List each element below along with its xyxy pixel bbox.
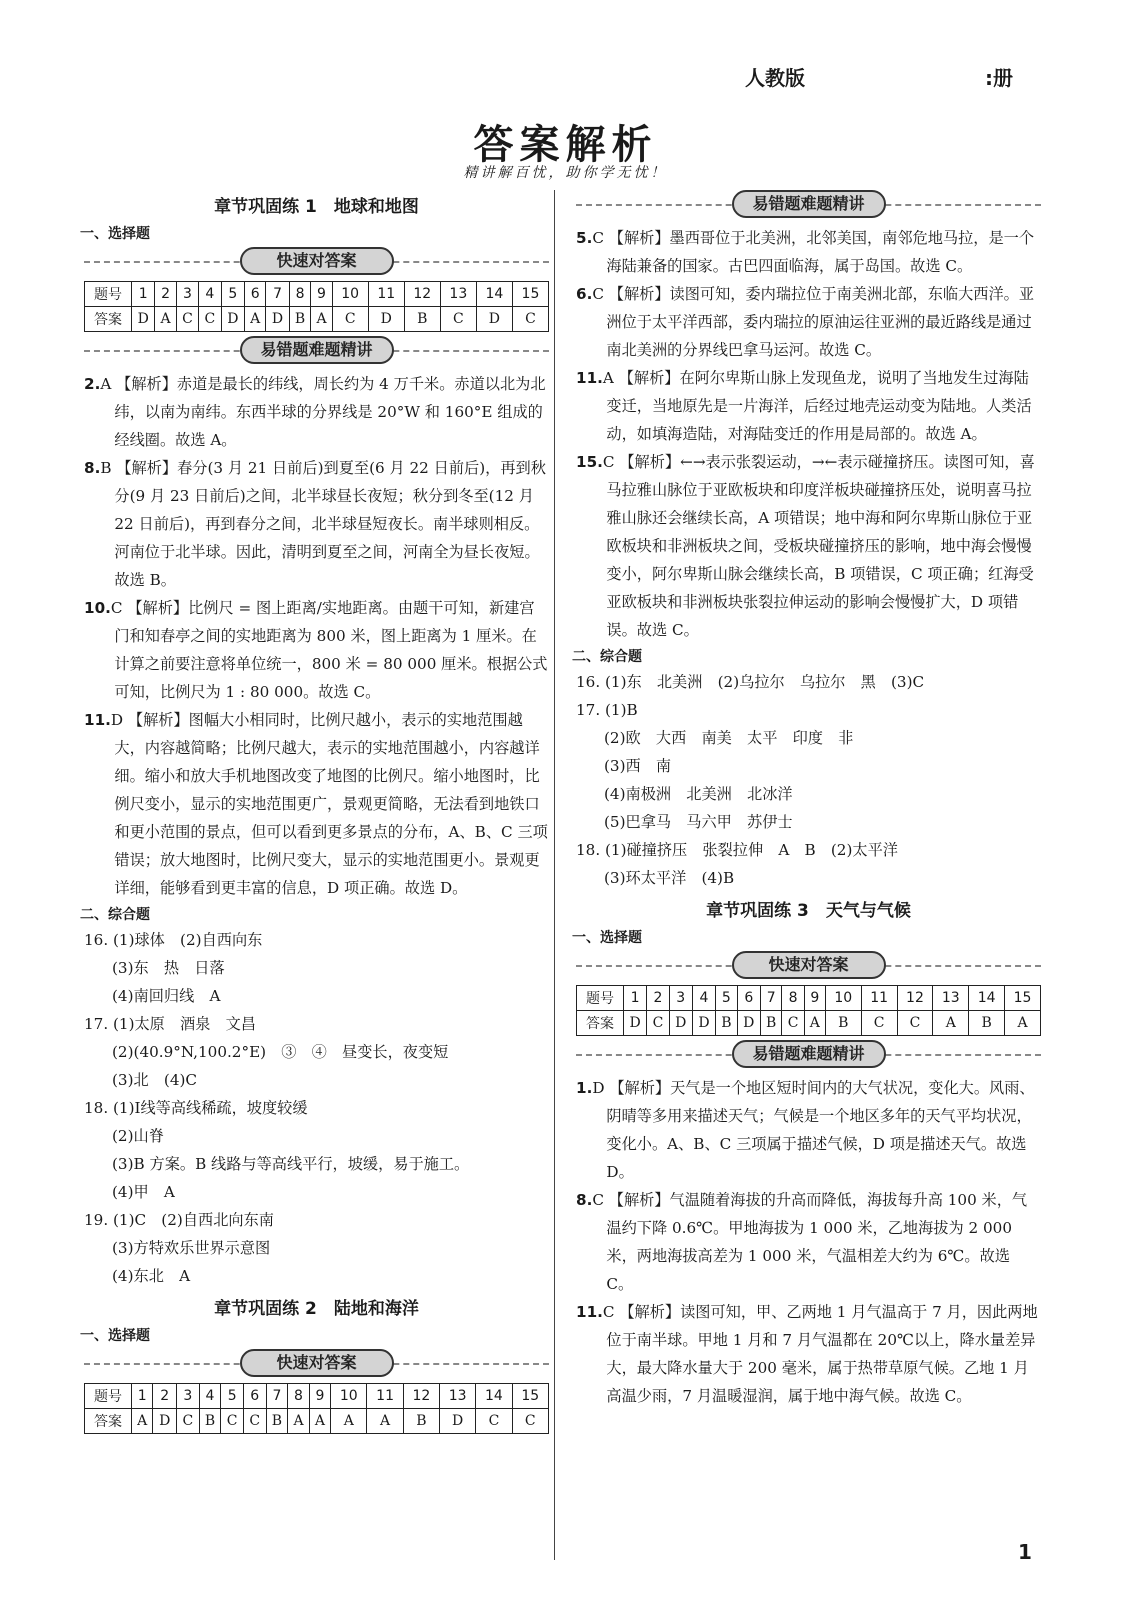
question-number-cell: 1 — [132, 282, 155, 307]
column-divider — [554, 190, 555, 1560]
answer-line: 18. (1)碰撞挤压 张裂拉伸 A B (2)太平洋 — [576, 841, 898, 859]
answer-line: (3)东 热 日落 — [112, 959, 225, 977]
answer-cell: B — [403, 1409, 439, 1434]
banner-label: 易错题难题精讲 — [240, 336, 394, 364]
answer-line: 17. (1)太原 酒泉 文昌 — [84, 1015, 256, 1033]
answer-line: (4)南极洲 北美洲 北冰洋 — [604, 785, 793, 803]
explanations — [576, 224, 1041, 644]
answer-cell: A — [309, 1409, 330, 1434]
answer-cell: A — [331, 1409, 367, 1434]
answer-line: (4)南回归线 A — [112, 987, 221, 1005]
answer-line: 17. (1)B — [576, 701, 638, 719]
answer-row — [85, 1409, 549, 1434]
banner-label: 快速对答案 — [732, 951, 886, 979]
question-number-cell: 7 — [266, 1384, 288, 1409]
page-number: 1 — [1018, 1540, 1032, 1564]
answer-cell: C — [332, 307, 368, 332]
slogan: 精讲解百忧，助你学无忧！ — [463, 165, 668, 181]
answer-line: 16. (1)东 北美洲 (2)乌拉尔 乌拉尔 黑 (3)C — [576, 673, 925, 691]
answer-cell: A — [933, 1011, 969, 1036]
question-number-cell: 9 — [311, 282, 332, 307]
question-number-cell: 3 — [176, 282, 198, 307]
row-header: 题号 — [85, 1384, 132, 1409]
explanation-text: D 【解析】天气是一个地区短时间内的大气状况，变化大。风雨、阴晴等多用来描述天气；气候是一个地区多年的天气平均状况，变化小。A、B、C 三项属于描述气候，D 项是描述天气。故选 D。 — [592, 1079, 1035, 1181]
question-number-cell: 13 — [440, 1384, 476, 1409]
answer-cell: D — [737, 1011, 760, 1036]
question-number-cell: 5 — [716, 986, 738, 1011]
answer-cell: C — [861, 1011, 897, 1036]
subsection-title: 一、选择题 — [80, 226, 150, 242]
question-number-row — [85, 1384, 549, 1409]
answer-row — [577, 1011, 1041, 1036]
answer-line: (3)环太平洋 (4)B — [604, 869, 735, 887]
banner-label: 快速对答案 — [240, 247, 394, 275]
quick-answers-banner — [84, 1349, 549, 1379]
question-number: 11. — [576, 369, 603, 387]
question-number-cell: 9 — [309, 1384, 330, 1409]
question-number-cell: 3 — [177, 1384, 200, 1409]
explanation-item — [84, 370, 549, 454]
answer-line: (2)欧 大西 南美 太平 印度 非 — [604, 729, 854, 747]
explanation-item — [576, 280, 1041, 364]
answer-line: (3)西 南 — [604, 757, 672, 775]
subsection-title: 二、综合题 — [572, 649, 642, 665]
answer-cell: C — [512, 307, 548, 332]
answer-cell: C — [782, 1011, 804, 1036]
question-number-cell: 6 — [737, 986, 760, 1011]
answer-cell: C — [176, 307, 198, 332]
explanation-item — [576, 448, 1041, 644]
answer-cell: A — [155, 307, 176, 332]
question-number-cell: 6 — [243, 1384, 266, 1409]
answer-cell: B — [266, 1409, 288, 1434]
answer-cell: D — [692, 1011, 715, 1036]
question-number: 15. — [576, 453, 603, 471]
question-number-cell: 4 — [199, 282, 221, 307]
section-title: 章节巩固练 1 地球和地图 — [214, 197, 419, 217]
explanation-item — [576, 224, 1041, 280]
question-number-cell: 5 — [221, 1384, 244, 1409]
right-column — [572, 190, 1041, 1410]
row-header: 题号 — [577, 986, 624, 1011]
question-number-row — [85, 282, 549, 307]
question-number-cell: 11 — [861, 986, 897, 1011]
answer-cell: A — [245, 307, 266, 332]
answer-cell: B — [825, 1011, 861, 1036]
question-number: 1. — [576, 1079, 593, 1097]
answer-cell: D — [153, 1409, 177, 1434]
answer-cell: C — [897, 1011, 933, 1036]
question-number-cell: 12 — [897, 986, 933, 1011]
question-number-cell: 15 — [512, 1384, 548, 1409]
answer-table — [576, 985, 1041, 1036]
question-number-cell: 11 — [367, 1384, 403, 1409]
question-number-cell: 12 — [403, 1384, 439, 1409]
answer-cell: A — [804, 1011, 825, 1036]
question-number-cell: 8 — [782, 986, 804, 1011]
answer-line: (3)方特欢乐世界示意图 — [112, 1239, 271, 1257]
question-number-row — [577, 986, 1041, 1011]
explanation-text: C 【解析】读图可知，甲、乙两地 1 月气温高于 7 月，因此两地位于南半球。甲地 1 月和 7 月气温都在 20℃以上，降水量差异大，最大降水量大于 200 毫米，属于热带草原气候。乙地 1 月高温少雨，7 月温暖湿润，属于地中海气候。故选 C。 — [602, 1303, 1038, 1405]
answer-cell: C — [647, 1011, 669, 1036]
question-number-cell: 8 — [289, 282, 311, 307]
answer-cell: B — [404, 307, 440, 332]
section-title: 章节巩固练 3 天气与气候 — [706, 901, 911, 921]
banner-label: 快速对答案 — [240, 1349, 394, 1377]
answer-cell: D — [132, 307, 155, 332]
explanation-text: C 【解析】读图可知，委内瑞拉位于南美洲北部，东临大西洋。亚洲位于太平洋西部，委内瑞拉的原油运往亚洲的最近路线是通过南北美洲的分界线巴拿马运河。故选 C。 — [592, 285, 1035, 359]
question-number-cell: 8 — [288, 1384, 309, 1409]
explanation-text: C 【解析】比例尺 = 图上距离/实地距离。由题干可知，新建宫门和知春亭之间的实地距离为 800 米，图上距离为 1 厘米。在计算之前要注意将单位统一，800 米 = 80 000 厘米。根据公式可知，比例尺为 1 : 80 000。故选 C。 — [110, 599, 548, 701]
question-number-cell: 15 — [1005, 986, 1041, 1011]
answer-line: (3)北 (4)C — [112, 1071, 198, 1089]
question-number-cell: 6 — [245, 282, 266, 307]
question-number-cell: 4 — [199, 1384, 221, 1409]
explanation-item — [576, 1074, 1041, 1186]
row-header: 答案 — [85, 307, 132, 332]
explanation-text: A 【解析】赤道是最长的纬线，周长约为 4 万千米。赤道以北为北纬，以南为南纬。东西半球的分界线是 20°W 和 160°E 组成的经线圈。故选 A。 — [100, 375, 546, 449]
answer-cell: C — [177, 1409, 200, 1434]
subsection-title: 一、选择题 — [80, 1328, 150, 1344]
question-number: 5. — [576, 229, 593, 247]
subsection-title: 一、选择题 — [572, 930, 642, 946]
question-number-cell: 10 — [332, 282, 368, 307]
question-number: 11. — [84, 711, 111, 729]
row-header: 答案 — [577, 1011, 624, 1036]
question-number: 8. — [84, 459, 101, 477]
quick-answers-banner — [84, 247, 549, 277]
question-number: 2. — [84, 375, 101, 393]
question-number-cell: 13 — [440, 282, 476, 307]
question-number-cell: 9 — [804, 986, 825, 1011]
answer-cell: B — [199, 1409, 221, 1434]
answer-cell: B — [760, 1011, 782, 1036]
question-number-cell: 15 — [512, 282, 548, 307]
explanation-text: D 【解析】图幅大小相同时，比例尺越小，表示的实地范围越大，内容越简略；比例尺越大，表示的实地范围越小，内容越详细。缩小和放大手机地图改变了地图的比例尺。缩小地图时，比例尺变小，显示的实地范围更广，景观更简略，无法看到地铁口和更小范围的景点，但可以看到更多景点的分布，A、B、C 三项错误；放大地图时，比例尺变大，显示的实地范围更小。景观更详细，能够看到更丰富的信息，D 项正确。故选 D。 — [110, 711, 548, 897]
answer-cell: C — [476, 1409, 512, 1434]
question-number-cell: 14 — [476, 1384, 512, 1409]
question-number-cell: 10 — [825, 986, 861, 1011]
explanation-text: C 【解析】←→表示张裂运动，→←表示碰撞挤压。读图可知，喜马拉雅山脉位于亚欧板块和印度洋板块碰撞挤压处，说明喜马拉雅山脉还会继续长高，A 项错误；地中海和阿尔卑斯山脉位于亚欧板块和非洲板块之间，受板块碰撞挤压的影响，地中海会慢慢变小，阿尔卑斯山脉会继续长高，B 项错误，C 项正确；红海受亚欧板块和非洲板块张裂拉伸运动的影响会慢慢扩大，D 项错误。故选 C。 — [602, 453, 1035, 639]
answer-cell: B — [969, 1011, 1005, 1036]
answer-cell: D — [221, 307, 244, 332]
question-number-cell: 12 — [404, 282, 440, 307]
explanations — [84, 370, 549, 902]
row-header: 答案 — [85, 1409, 132, 1434]
question-number: 10. — [84, 599, 111, 617]
explanation-item — [84, 706, 549, 902]
answer-cell: C — [440, 307, 476, 332]
question-number-cell: 10 — [331, 1384, 367, 1409]
question-number-cell: 14 — [969, 986, 1005, 1011]
question-number-cell: 2 — [155, 282, 176, 307]
subsection-title: 二、综合题 — [80, 907, 150, 923]
question-number: 6. — [576, 285, 593, 303]
question-number-cell: 13 — [933, 986, 969, 1011]
answer-line: 18. (1)Ⅰ线等高线稀疏，坡度较缓 — [84, 1099, 308, 1117]
answer-cell: D — [476, 307, 512, 332]
question-number: 8. — [576, 1191, 593, 1209]
answer-line: (4)东北 A — [112, 1267, 191, 1285]
comprehensive-answers — [84, 926, 549, 1290]
answer-cell: D — [669, 1011, 692, 1036]
quick-answers-banner — [576, 951, 1041, 981]
question-number-cell: 11 — [368, 282, 404, 307]
explanation-item — [576, 1186, 1041, 1298]
question-number-cell: 2 — [153, 1384, 177, 1409]
explanation-item — [576, 1298, 1041, 1410]
answer-line: 19. (1)C (2)自西北向东南 — [84, 1211, 274, 1229]
answer-line: (4)甲 A — [112, 1183, 175, 1201]
explanation-text: C 【解析】气温随着海拔的升高而降低，海拔每升高 100 米，气温约下降 0.6℃。甲地海拔为 1 000 米，乙地海拔为 2 000 米，两地海拔高差为 1 000 米，气温相差大约为 6℃。故选 C。 — [592, 1191, 1028, 1293]
answer-line: (3)B 方案。B 线路与等高线平行，坡缓，易于施工。 — [112, 1155, 470, 1173]
question-number-cell: 3 — [669, 986, 692, 1011]
answer-cell: D — [440, 1409, 476, 1434]
hard-questions-banner — [576, 1040, 1041, 1070]
answer-cell: C — [199, 307, 221, 332]
answer-cell: A — [1005, 1011, 1041, 1036]
answer-cell: D — [624, 1011, 647, 1036]
answer-line: (5)巴拿马 马六甲 苏伊士 — [604, 813, 793, 831]
explanation-text: B 【解析】春分(3 月 21 日前后)到夏至(6 月 22 日前后)，再到秋分(9 月 23 日前后)之间，北半球昼长夜短；秋分到冬至(12 月 22 日前后)，再到春分之间，北半球昼短夜长。南半球则相反。河南位于北半球。因此，清明到夏至之间，河南全为昼长夜短。故选 B。 — [100, 459, 546, 589]
question-number-cell: 7 — [266, 282, 289, 307]
question-number-cell: 5 — [221, 282, 244, 307]
hard-questions-banner — [84, 336, 549, 366]
answer-cell: C — [243, 1409, 266, 1434]
explanation-text: C 【解析】墨西哥位于北美洲，北邻美国，南邻危地马拉，是一个海陆兼备的国家。古巴四面临海，属于岛国。故选 C。 — [592, 229, 1035, 275]
answer-cell: A — [367, 1409, 403, 1434]
answer-table — [84, 281, 549, 332]
answer-line: (2)(40.9°N,100.2°E) ③ ④ 昼变长，夜变短 — [112, 1043, 449, 1061]
explanation-text: A 【解析】在阿尔卑斯山脉上发现鱼龙，说明了当地发生过海陆变迁，当地原先是一片海洋，后经过地壳运动变为陆地。人类活动，如填海造陆，对海陆变迁的作用是局部的。故选 A。 — [602, 369, 1032, 443]
explanation-item — [576, 364, 1041, 448]
banner-label: 易错题难题精讲 — [732, 1040, 886, 1068]
edition-label: 人教版 — [745, 66, 805, 90]
answer-cell: A — [288, 1409, 309, 1434]
answer-line: (2)山脊 — [112, 1127, 164, 1145]
question-number-cell: 14 — [476, 282, 512, 307]
question-number-cell: 1 — [624, 986, 647, 1011]
question-number-cell: 4 — [692, 986, 715, 1011]
question-number-cell: 7 — [760, 986, 782, 1011]
answer-cell: D — [368, 307, 404, 332]
question-number: 11. — [576, 1303, 603, 1321]
answer-table — [84, 1383, 549, 1434]
section-title: 章节巩固练 2 陆地和海洋 — [214, 1299, 419, 1319]
answer-cell: B — [716, 1011, 738, 1036]
answer-line: 16. (1)球体 (2)自西向东 — [84, 931, 263, 949]
explanation-item — [84, 594, 549, 706]
row-header: 题号 — [85, 282, 132, 307]
banner-label: 易错题难题精讲 — [732, 190, 886, 218]
volume-label: :册 — [985, 66, 1013, 90]
answer-cell: A — [311, 307, 332, 332]
comprehensive-answers — [576, 668, 1041, 892]
answer-cell: C — [221, 1409, 244, 1434]
answer-row — [85, 307, 549, 332]
answer-cell: C — [512, 1409, 548, 1434]
answer-cell: A — [132, 1409, 153, 1434]
page-title: 答案解析 — [473, 122, 658, 168]
left-column — [80, 190, 549, 1436]
question-number-cell: 2 — [647, 986, 669, 1011]
explanations — [576, 1074, 1041, 1410]
question-number-cell: 1 — [132, 1384, 153, 1409]
answer-cell: B — [289, 307, 311, 332]
explanation-item — [84, 454, 549, 594]
hard-questions-banner — [576, 190, 1041, 220]
answer-cell: D — [266, 307, 289, 332]
